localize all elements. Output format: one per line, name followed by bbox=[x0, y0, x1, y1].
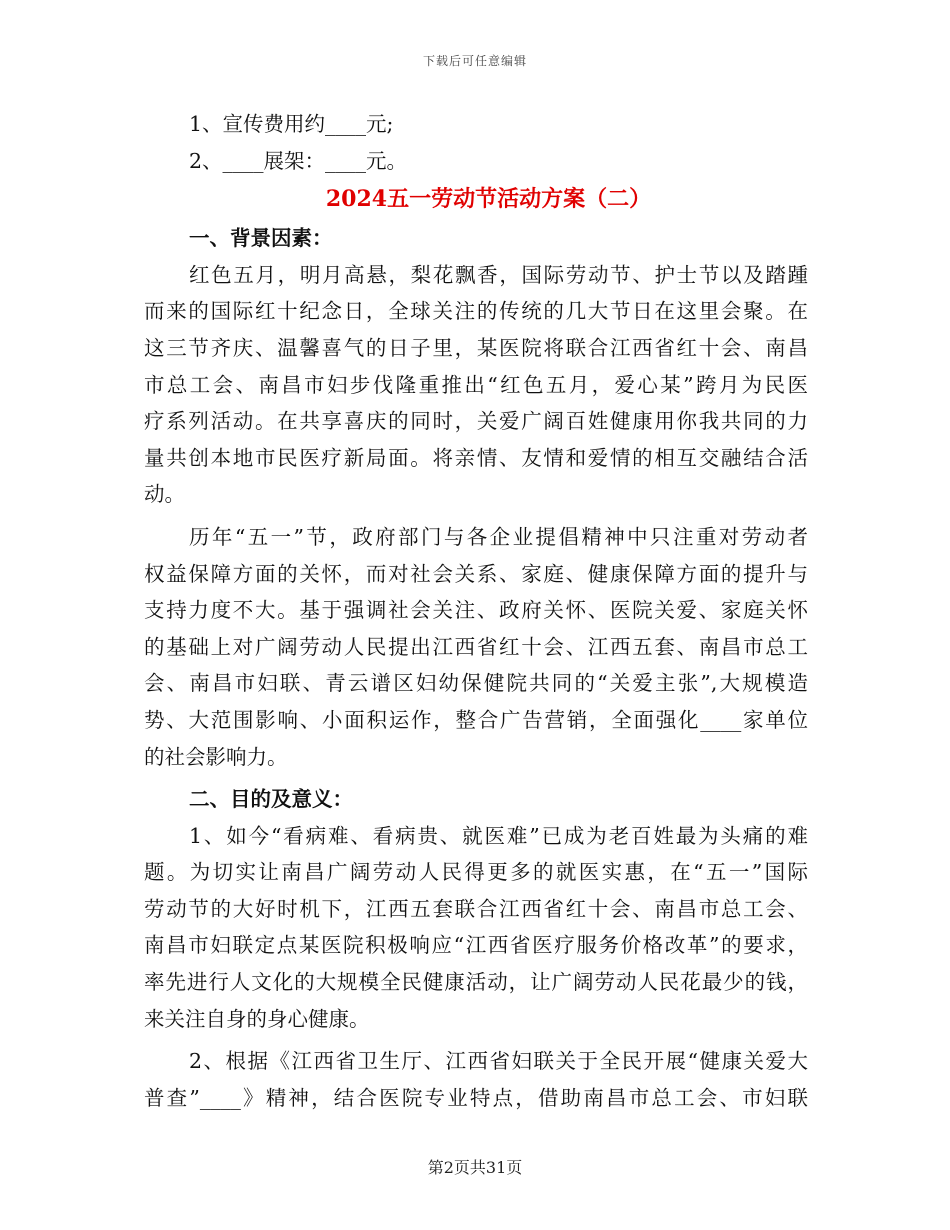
text-line: 普查”____》精神，结合医院专业特点，借助南昌市总工会、市妇联 bbox=[144, 1085, 808, 1110]
text-line: 劳动节的大好时机下，江西五套联合江西省红十会、南昌市总工会、 bbox=[144, 896, 808, 921]
document-body bbox=[144, 106, 808, 1116]
text-line: 的基础上对广阔劳动人民提出江西省红十会、江西五套、南昌市总工 bbox=[144, 634, 808, 659]
document-title: 2024五一劳动节活动方案（二） bbox=[325, 186, 652, 213]
text-line: 来关注自身的身心健康。 bbox=[144, 1006, 370, 1031]
paragraph-background-2 bbox=[144, 519, 808, 775]
text-line: 势、大范围影响、小面积运作，整合广告营销，全面强化____家单位 bbox=[144, 707, 808, 732]
paragraph-purpose-2 bbox=[144, 1043, 808, 1116]
page-footer: 第2页共31页 bbox=[427, 1158, 523, 1177]
text-line: 红色五月，明月高悬，梨花飘香，国际劳动节、护士节以及踏踵 bbox=[189, 262, 808, 287]
text-line: 这三节齐庆、温馨喜气的日子里，某医院将联合江西省红十会、南昌 bbox=[144, 335, 808, 360]
budget-item-2: 2、____展架：____元。 bbox=[189, 148, 408, 173]
text-line: 历年“五一”节，政府部门与各企业提倡精神中只注重对劳动者 bbox=[189, 524, 808, 549]
text-line: 题。为切实让南昌广阔劳动人民得更多的就医实惠，在“五一”国际 bbox=[144, 860, 808, 885]
text-line: 而来的国际红十纪念日，全球关注的传统的几大节日在这里会聚。在 bbox=[144, 299, 808, 324]
text-line: 支持力度不大。基于强调社会关注、政府关怀、医院关爱、家庭关怀 bbox=[144, 598, 808, 623]
text-line: 权益保障方面的关怀，而对社会关系、家庭、健康保障方面的提升与 bbox=[144, 561, 808, 586]
text-line: 2、根据《江西省卫生厅、江西省妇联关于全民开展“健康关爱大 bbox=[189, 1049, 808, 1074]
section-heading-purpose: 二、目的及意义： bbox=[189, 787, 353, 812]
paragraph-background-1 bbox=[144, 257, 808, 513]
paragraph-purpose-1 bbox=[144, 818, 808, 1038]
text-line: 南昌市妇联定点某医院积极响应“江西省医疗服务价格改革”的要求， bbox=[144, 933, 808, 958]
text-line: 1、如今“看病难、看病贵、就医难”已成为老百姓最为头痛的难 bbox=[189, 823, 808, 848]
text-line: 动。 bbox=[144, 482, 185, 507]
text-line: 的社会影响力。 bbox=[144, 744, 288, 769]
text-line: 市总工会、南昌市妇步伐隆重推出“红色五月，爱心某”跨月为民医 bbox=[144, 372, 808, 397]
text-line: 率先进行人文化的大规模全民健康活动，让广阔劳动人民花最少的钱， bbox=[144, 970, 808, 995]
text-line: 量共创本地市民医疗新局面。将亲情、友情和爱情的相互交融结合活 bbox=[144, 445, 808, 470]
page-header: 下载后可任意编辑 bbox=[422, 54, 527, 68]
section-heading-background: 一、背景因素： bbox=[189, 226, 333, 251]
text-line: 会、南昌市妇联、青云谱区妇幼保健院共同的“关爱主张”,大规模造 bbox=[144, 671, 808, 696]
budget-item-1: 1、宣传费用约____元; bbox=[189, 112, 394, 136]
text-line: 疗系列活动。在共享喜庆的同时，关爱广阔百姓健康用你我共同的力 bbox=[144, 409, 808, 434]
